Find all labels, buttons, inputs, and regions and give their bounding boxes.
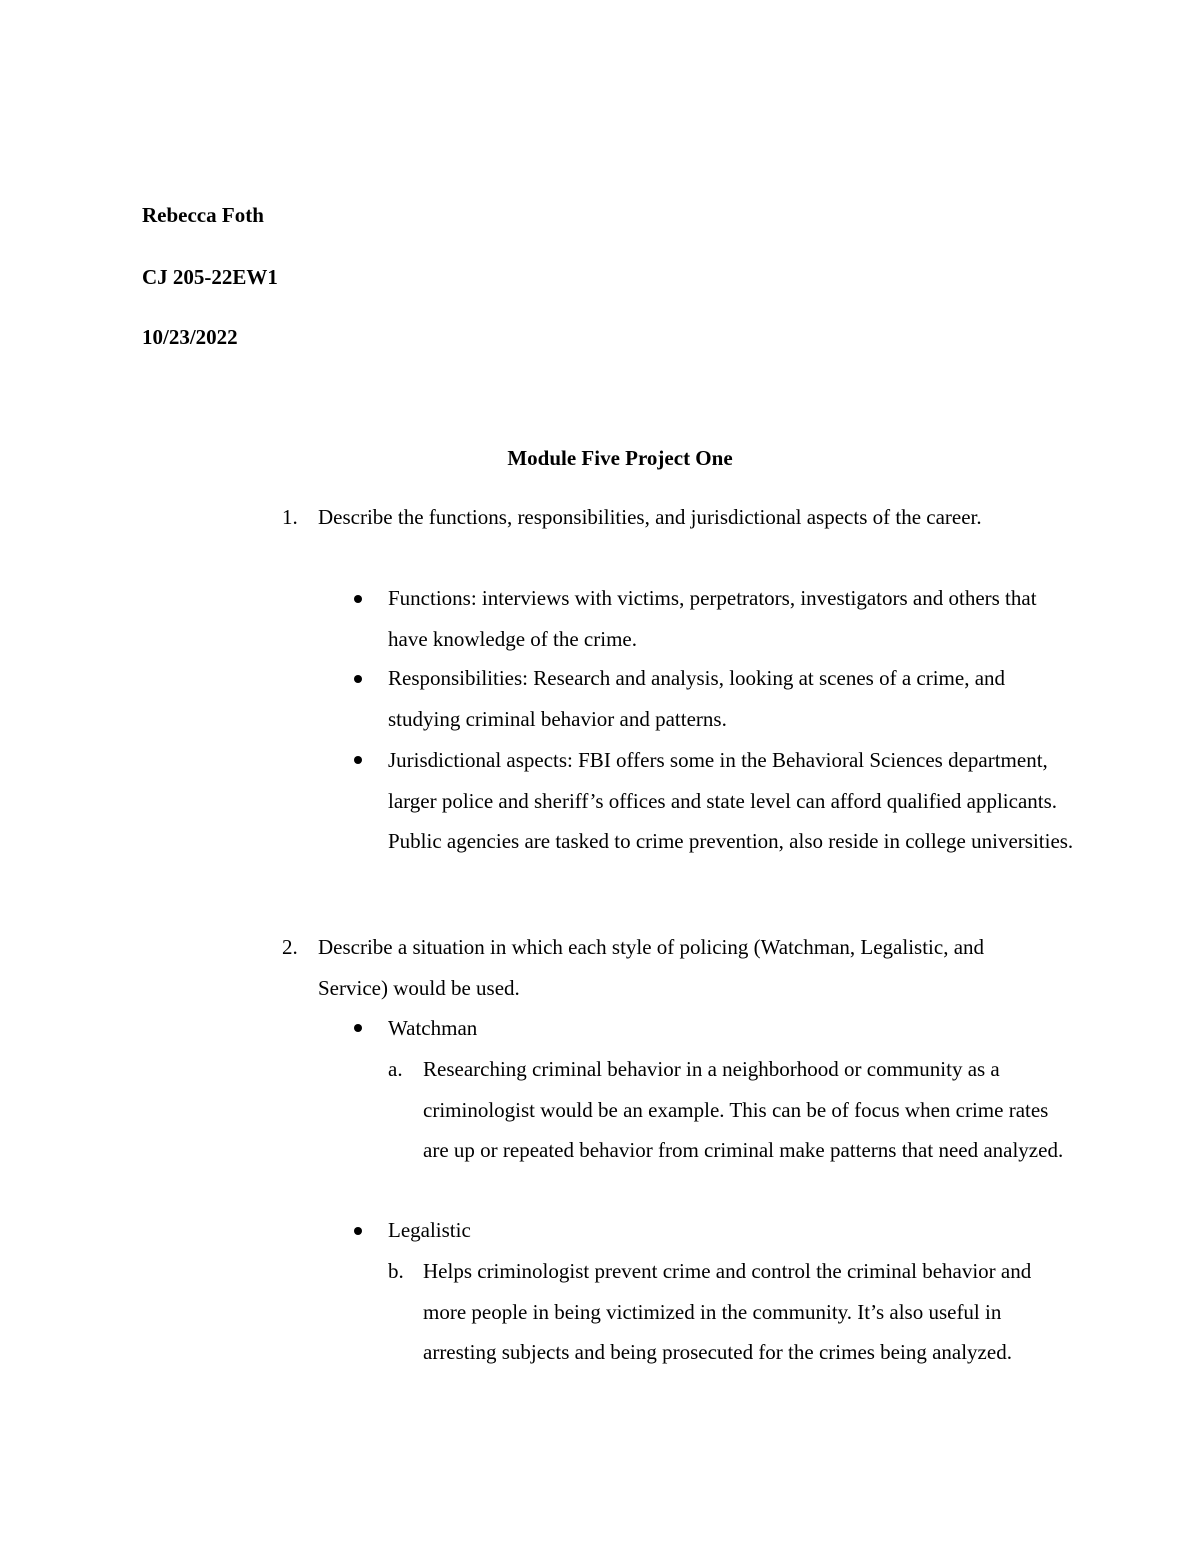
question-number: 1.	[282, 505, 298, 529]
author-name: Rebecca Foth	[142, 203, 264, 227]
question-number: 2.	[282, 935, 298, 959]
document-date: 10/23/2022	[142, 325, 238, 349]
bullet-icon	[354, 1024, 362, 1032]
sub-item-text: Helps criminologist prevent crime and control the criminal behavior and more people in being victimized in the community. It’s also useful in arresting subjects and being prosecuted for the crimes being analyzed.	[423, 1259, 1032, 1364]
sub-item-letter: a.	[388, 1057, 403, 1081]
page-title: Module Five Project One	[507, 446, 733, 470]
bullet-icon	[354, 1227, 362, 1235]
bullet-icon	[354, 756, 362, 764]
question-text: Describe a situation in which each style of policing (Watchman, Legalistic, and Service) would be used.	[318, 935, 985, 1000]
list-item: Jurisdictional aspects: FBI offers some in the Behavioral Sciences department, larger police and sheriff’s offices and state level can afford qualified applicants. Public agencies are tasked to crime prevention, also reside in college universities.	[388, 748, 1074, 853]
list-item: Functions: interviews with victims, perpetrators, investigators and others that have knowledge of the crime.	[388, 586, 1037, 651]
bullet-icon	[354, 595, 362, 603]
sub-item-letter: b.	[388, 1259, 404, 1283]
list-item: Legalistic	[388, 1218, 471, 1242]
question-text: Describe the functions, responsibilities, and jurisdictional aspects of the career.	[318, 505, 982, 529]
bullet-icon	[354, 675, 362, 683]
list-item: Watchman	[388, 1016, 478, 1040]
course-code: CJ 205-22EW1	[142, 265, 278, 289]
sub-item-text: Researching criminal behavior in a neighborhood or community as a criminologist would be an example. This can be of focus when crime rates are up or repeated behavior from criminal make patterns that need analyzed.	[423, 1057, 1064, 1162]
list-item: Responsibilities: Research and analysis, looking at scenes of a crime, and studying criminal behavior and patterns.	[388, 666, 1006, 731]
